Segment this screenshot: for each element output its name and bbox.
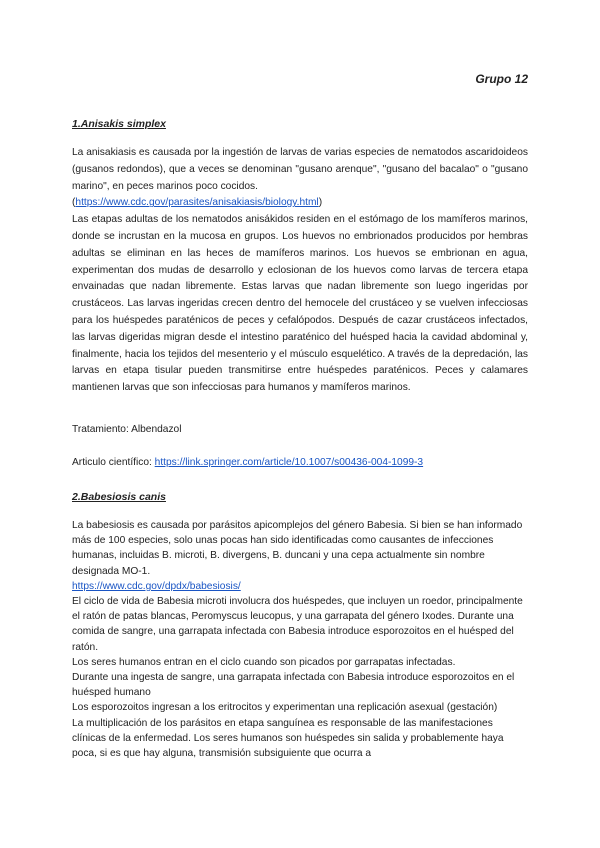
section2-text [72, 518, 528, 761]
section1-source-link[interactable]: https://www.cdc.gov/parasites/anisakiasis/biology.html [75, 197, 319, 209]
section1-text [72, 145, 528, 397]
section2-p5: La multiplicación de los parásitos en etapa sanguínea es responsable de las manifestaciones clínicas de la enfermedad. Los seres humanos son huéspedes sin salida y probablemente haya poca, si es que hay alguna, transmisión subsiguiente que ocurra a [72, 717, 504, 760]
section2-intro: La babesiosis es causada por parásitos apicomplejos del género Babesia. Si bien se han informado más de 100 especies, solo unas pocas han sido identificadas como causantes de infecciones humanas, incluidas B. microti, B. divergens, B. duncani y una cepa actualmente sin nombre designada MO-1. [72, 520, 523, 577]
article-label: Articulo científico: [72, 457, 155, 468]
section2-source-link[interactable]: https://www.cdc.gov/dpdx/babesiosis/ [72, 580, 241, 592]
section2-p3: Durante una ingesta de sangre, una garrapata infectada con Babesia introduce esporozoitos en el huésped humano [72, 672, 515, 699]
section1-article [72, 457, 528, 468]
section2-p4: Los esporozoitos ingresan a los eritrocitos y experimentan una replicación asexual (gestación) [72, 702, 498, 714]
section1-intro: La anisakiasis es causada por la ingestión de larvas de varias especies de nematodos ascaridoideos (gusanos redondos), que a veces se denominan "gusano arenque", "gusano del bacalao" o "gusano marino", en peces marinos poco cocidos. [72, 147, 528, 192]
section2-p1: El ciclo de vida de Babesia microti involucra dos huéspedes, que incluyen un roedor, principalmente el ratón de patas blancas, Peromyscus leucopus, y una garrapata del género Ixodes. Durante una comida de sangre, una garrapata infectada con Babesia introduce esporozoitos en el huésped del ratón. [72, 596, 523, 653]
section2-p2: Los seres humanos entran en el ciclo cuando son picados por garrapatas infectadas. [72, 656, 456, 668]
section1-treatment: Tratamiento: Albendazol [72, 424, 182, 435]
group-label: Grupo 12 [475, 72, 528, 86]
article-link[interactable]: https://link.springer.com/article/10.1007/s00436-004-1099-3 [154, 457, 424, 468]
section1-body: Las etapas adultas de los nematodos anisákidos residen en el estómago de los mamíferos marinos, donde se incrustan en la mucosa en grupos. Los huevos no embrionados producidos por hembras adultas se eliminan en las heces de mamíferos marinos. Los huevos se embrionan en agua, experimentan dos mudas de desarrollo y eclosionan de los huevos como larvas de tercera etapa envainadas que nadan libremente. Estas larvas que nadan libremente son luego ingeridas por crustáceos. Las larvas ingeridas crecen dentro del hemocele del crustáceo y se vuelven infecciosas para los huéspedes paraténicos de peces y cefalópodos. Después de cazar crustáceos infectados, las larvas digeridas migran desde el intestino paraténico del huésped hacia la cavidad abdominal y, finalmente, hacia los tejidos del mesenterio y el músculo esquelético. A través de la depredación, las larvas en etapa tisular pueden transmitirse entre huéspedes paraténicos. Peces y calamares mantienen larvas que son infecciosas para humanos y mamíferos marinos. [72, 214, 528, 394]
section1-heading: 1.Anisakis simplex [72, 118, 166, 130]
section1-link-line [72, 195, 528, 212]
link-close-paren: ) [318, 197, 323, 209]
section2-heading: 2.Babesiosis canis [72, 491, 166, 503]
link-open-paren: ( [72, 197, 76, 209]
